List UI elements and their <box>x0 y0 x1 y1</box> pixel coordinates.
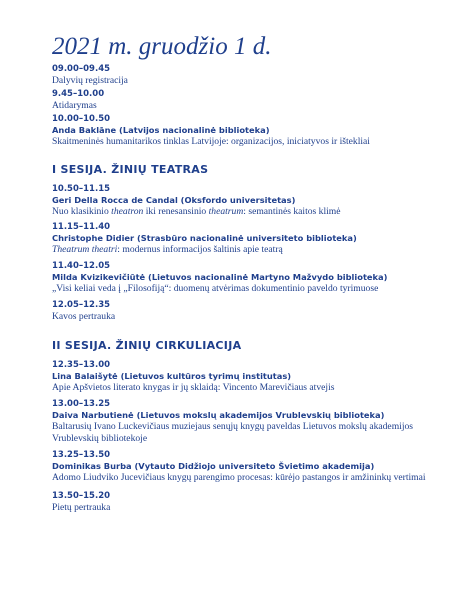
desc-italic: theatrum <box>208 206 244 217</box>
entry-speaker: Christophe Didier (Strasbūro nacionalinė universiteto biblioteka) <box>52 233 357 243</box>
program-entry <box>52 399 452 444</box>
desc-part: iki renesansinio <box>143 206 209 217</box>
desc-italic: Theatrum theatri <box>52 244 118 255</box>
entry-description: Atidarymas <box>52 100 97 111</box>
entry-description: Apie Apšvietos literato knygas ir jų sklaidą: Vincento Marevičiaus atvejis <box>52 382 335 393</box>
program-entry <box>52 222 452 256</box>
program-entry <box>52 261 452 295</box>
entry-description: Skaitmeninės humanitarikos tinklas Latvijoje: organizacijos, iniciatyvos ir ištekliai <box>52 136 370 147</box>
entry-time: 9.45–10.00 <box>52 89 105 99</box>
entry-speaker: Daiva Narbutienė (Lietuvos mokslų akademijos Vrublevskių biblioteka) <box>52 410 385 420</box>
entry-speaker: Geri Della Rocca de Candal (Oksfordo universitetas) <box>52 195 296 205</box>
entry-speaker: Lina Balaišytė (Lietuvos kultūros tyrimų institutas) <box>52 371 292 381</box>
entry-description <box>52 206 452 218</box>
desc-italic: theatron <box>111 206 144 217</box>
program-entry <box>52 89 452 112</box>
entry-time: 11.40–12.05 <box>52 261 111 271</box>
entry-description: Kavos pertrauka <box>52 311 116 322</box>
entry-description-line: Vrublevskių bibliotekoje <box>52 432 148 444</box>
entry-time: 12.05–12.35 <box>52 300 111 310</box>
desc-part: : modernus informacijos šaltinis apie teatrą <box>117 244 283 255</box>
entry-speaker: Anda Baklāne (Latvijos nacionalinė biblioteka) <box>52 125 270 135</box>
program-entry <box>52 300 452 323</box>
desc-part: : semantinės kaitos klimė <box>243 206 341 217</box>
entry-time: 13.50–15.20 <box>52 491 111 501</box>
program-entry <box>52 491 452 514</box>
entry-time: 10.00–10.50 <box>52 114 111 124</box>
program-entry <box>52 360 452 394</box>
desc-part: Nuo klasikinio <box>52 206 112 217</box>
session-title: II SESIJA. ŽINIŲ CIRKULIACIJA <box>52 339 242 352</box>
entry-description: „Visi keliai veda į „Filosofiją“: duomenų atvėrimas dokumentinio paveldo tyrimuose <box>52 283 379 294</box>
program-entry <box>52 450 452 484</box>
page-title: 2021 m. gruodžio 1 d. <box>52 33 272 60</box>
entry-time: 11.15–11.40 <box>52 222 111 232</box>
entry-time: 12.35–13.00 <box>52 360 111 370</box>
entry-speaker: Milda Kvizikevičiūtė (Lietuvos nacionalinė Martyno Mažvydo biblioteka) <box>52 272 388 282</box>
entry-time: 10.50–11.15 <box>52 184 111 194</box>
session-title: I SESIJA. ŽINIŲ TEATRAS <box>52 163 209 176</box>
entry-description <box>52 244 452 256</box>
entry-description: Pietų pertrauka <box>52 502 111 513</box>
entry-speaker: Dominikas Burba (Vytauto Didžiojo universiteto Švietimo akademija) <box>52 461 375 471</box>
program-entry <box>52 114 452 148</box>
entry-description-line: Baltarusių Ivano Luckevičiaus muziejaus senųjų knygų paveldas Lietuvos mokslų akademijos <box>52 421 414 432</box>
entry-description: Dalyvių registracija <box>52 75 128 86</box>
entry-description: Adomo Liudviko Jucevičiaus knygų parengimo procesas: kūrėjo pastangos ir amžininkų vertimai <box>52 472 426 483</box>
entry-time: 13.00–13.25 <box>52 399 111 409</box>
program-entry <box>52 64 452 87</box>
entry-time: 13.25–13.50 <box>52 450 111 460</box>
entry-time: 09.00–09.45 <box>52 64 111 74</box>
program-entry <box>52 184 452 218</box>
